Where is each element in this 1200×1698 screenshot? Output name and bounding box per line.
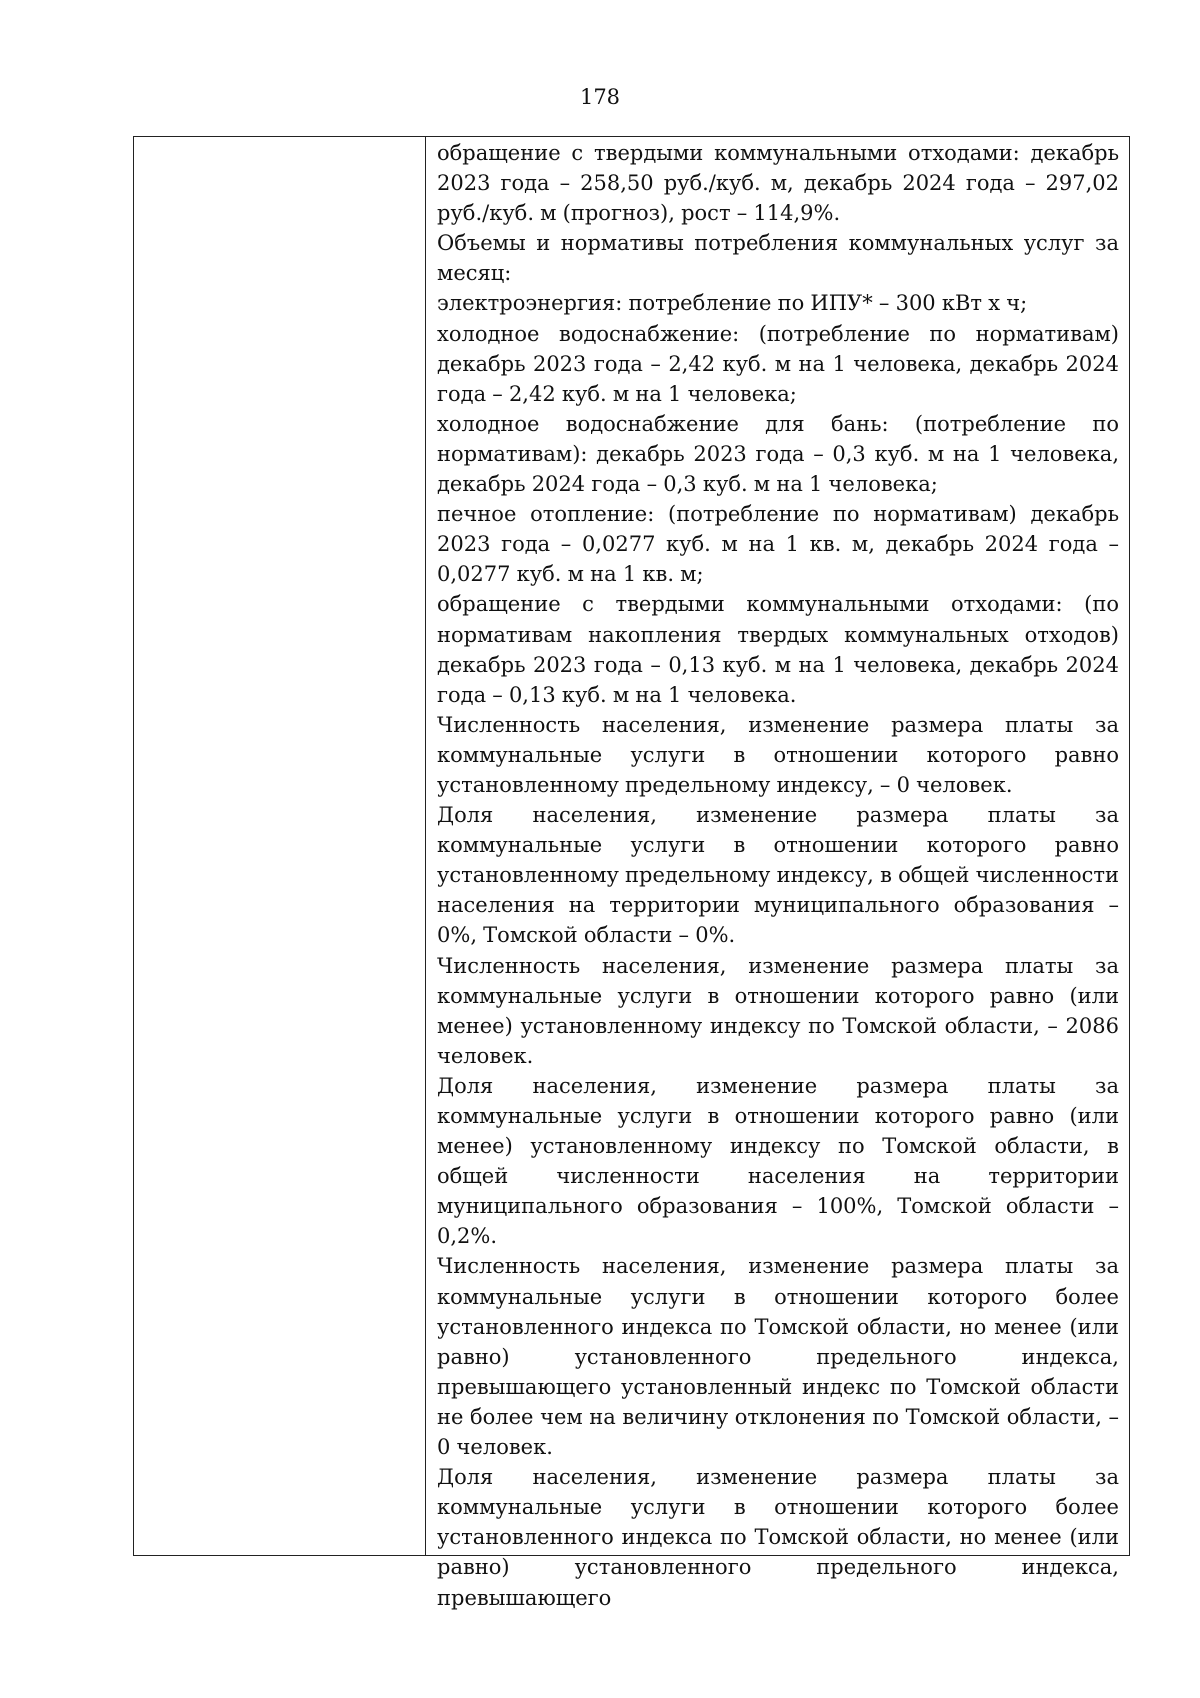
paragraph-share-above-index: Доля населения, изменение размера платы за коммунальные услуги в отношении которого более установленного индекса по Томской области, но менее (или равно) установленного предельного индекса, превышающего (437, 1465, 1119, 1610)
paragraph-stove-heating: печное отопление: (потребление по нормативам) декабрь 2023 года – 0,0277 куб. м на 1 кв. м, декабрь 2024 года – 0,0277 куб. м на 1 кв. м; (437, 502, 1119, 587)
document-table (133, 136, 1130, 1610)
paragraph-cold-water: холодное водоснабжение: (потребление по нормативам) декабрь 2023 года – 2,42 куб. м на 1 человека, декабрь 2024 года – 2,42 куб. м на 1 человека; (437, 321, 1119, 406)
paragraph-waste-tariff: обращение с твердыми коммунальными отходами: декабрь 2023 года – 258,50 руб./куб. м, декабрь 2024 года – 297,02 руб./куб. м (прогноз), рост – 114,9%. (437, 141, 1119, 226)
paragraph-population-equal-limit: Численность населения, изменение размера платы за коммунальные услуги в отношении которого равно установленному предельному индексу, – 0 человек. (437, 712, 1119, 797)
table-left-column-cell (134, 137, 426, 1555)
paragraph-population-below-index: Численность населения, изменение размера платы за коммунальные услуги в отношении которого равно (или менее) установленному индексу по Томской области, – 2086 человек. (437, 953, 1119, 1068)
paragraph-population-above-index: Численность населения, изменение размера платы за коммунальные услуги в отношении которого более установленного индекса по Томской области, но менее (или равно) установленного предельного индекса, превышающего установленный индекс по Томской области не более чем на величину отклонения по Томской области, – 0 человек. (437, 1254, 1119, 1460)
paragraph-volumes-heading: Объемы и нормативы потребления коммунальных услуг за месяц: (437, 231, 1119, 286)
paragraph-electricity: электроэнергия: потребление по ИПУ* – 300 кВт х ч; (437, 291, 1028, 316)
paragraph-share-below-index: Доля населения, изменение размера платы за коммунальные услуги в отношении которого равно (или менее) установленному индексу по Томской области, в общей численности населения на территории муниципального образования – 100%, Томской области – 0,2%. (437, 1073, 1119, 1249)
paragraph-share-equal-limit: Доля населения, изменение размера платы за коммунальные услуги в отношении которого равно установленному предельному индексу, в общей численности населения на территории муниципального образования – 0%, Томской области – 0%. (437, 803, 1119, 948)
paragraph-cold-water-baths: холодное водоснабжение для бань: (потребление по нормативам): декабрь 2023 года – 0,3 куб. м на 1 человека, декабрь 2024 года – 0,3 куб. м на 1 человека; (437, 411, 1119, 497)
page-number: 178 (579, 85, 621, 109)
table-right-column-cell (426, 137, 1129, 1610)
paragraph-waste-norms: обращение с твердыми коммунальными отходами: (по нормативам накопления твердых коммунальных отходов) декабрь 2023 года – 0,13 куб. м на 1 человека, декабрь 2024 года – 0,13 куб. м на 1 человека. (437, 592, 1119, 707)
